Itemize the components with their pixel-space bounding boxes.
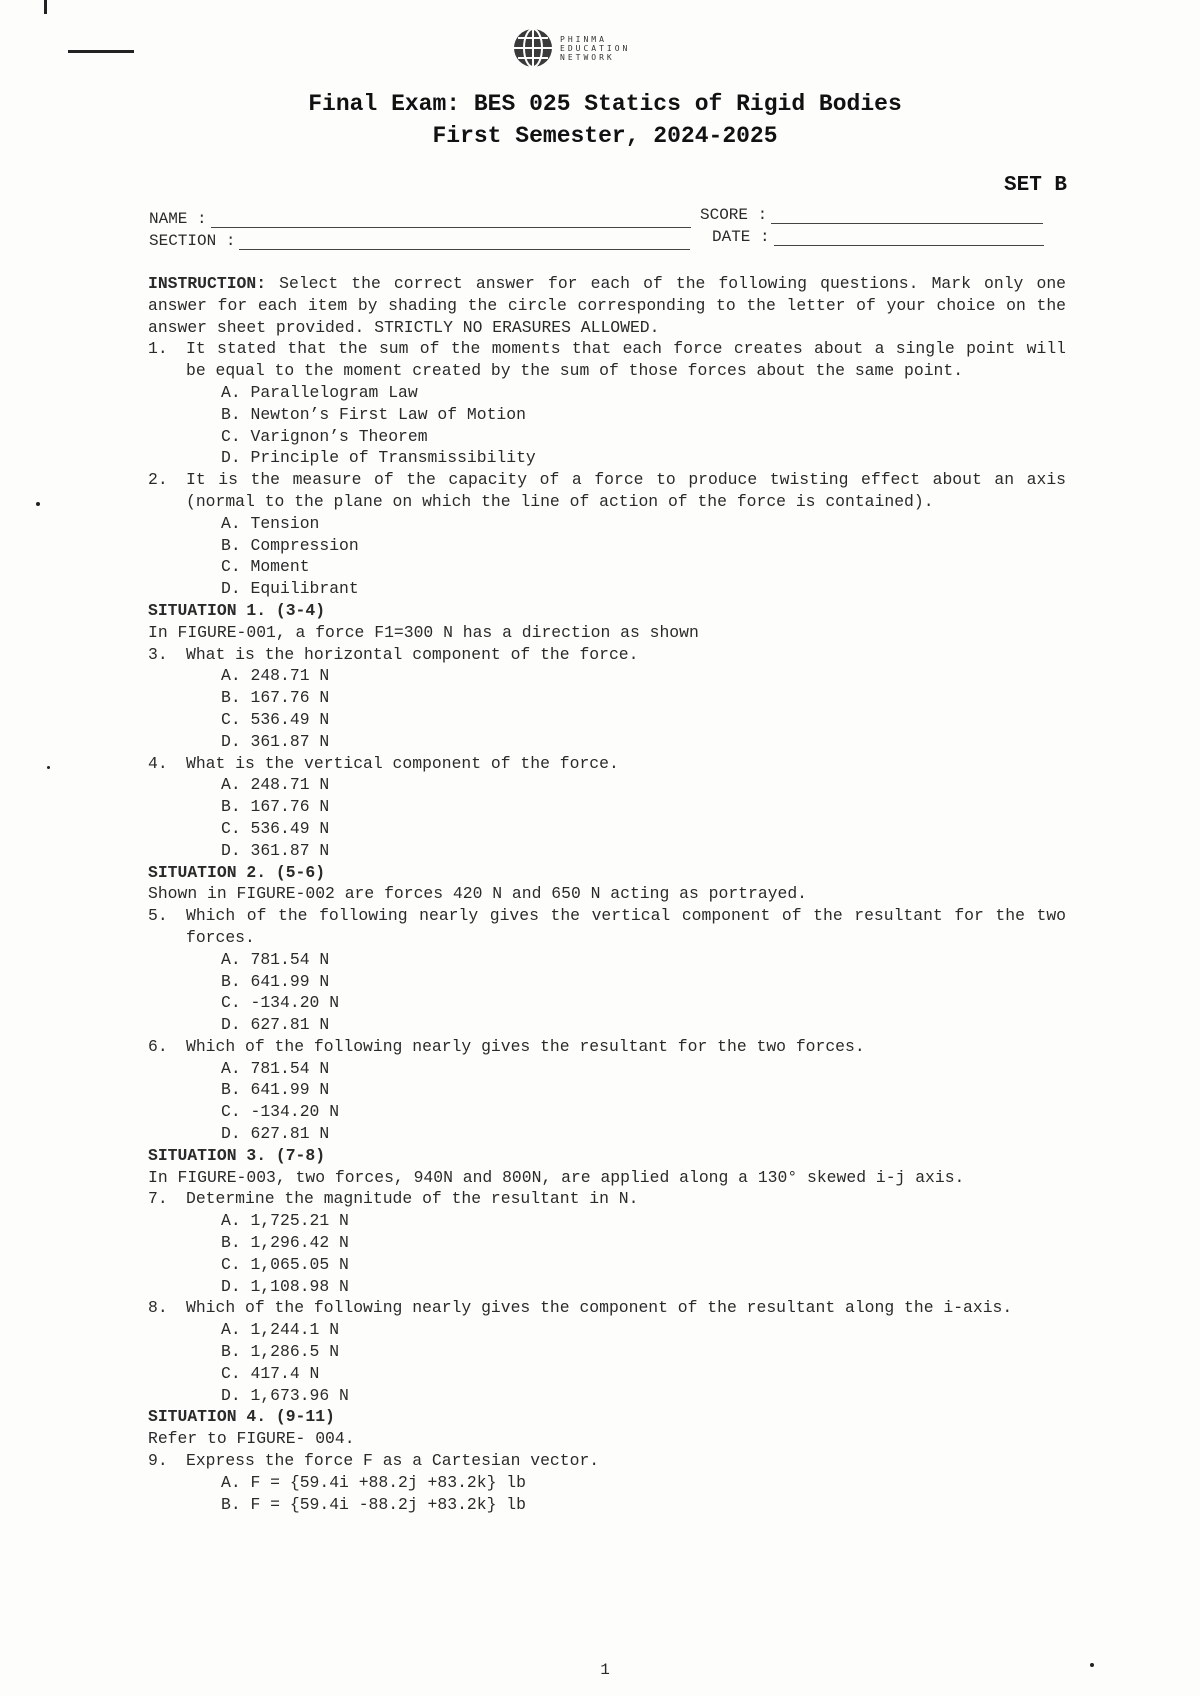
question-number: 3.	[148, 644, 168, 664]
phinma-logo	[512, 26, 630, 70]
scan-dot	[47, 766, 50, 769]
question-text: Which of the following nearly gives the component of the resultant along the i-axis.	[186, 1298, 1013, 1318]
question-number: 6.	[148, 1036, 168, 1056]
option: B. Newton’s First Law of Motion	[221, 404, 526, 424]
option: A. Tension	[221, 513, 320, 533]
option: B. 167.76 N	[221, 797, 330, 817]
exam-content	[148, 273, 1066, 1515]
instruction	[148, 273, 1066, 338]
score-field[interactable]	[700, 206, 1043, 224]
option: C. -134.20 N	[221, 993, 340, 1013]
situation-2-desc: Shown in FIGURE-002 are forces 420 N and 650 N acting as portrayed.	[148, 884, 808, 904]
situation-2-title: SITUATION 2. (5-6)	[148, 862, 326, 882]
option: D. 1,673.96 N	[221, 1385, 349, 1405]
question-number: 9.	[148, 1451, 168, 1471]
question-number: 4.	[148, 753, 168, 773]
question-text: Which of the following nearly gives the resultant for the two forces.	[186, 1036, 865, 1056]
logo-word-3: NETWORK	[560, 52, 615, 62]
date-blank[interactable]	[774, 229, 1044, 246]
question-6	[148, 1036, 1066, 1058]
situation-3-desc: In FIGURE-003, two forces, 940N and 800N, are applied along a 130° skewed i-j axis.	[148, 1167, 965, 1187]
question-text: What is the horizontal component of the force.	[186, 644, 639, 664]
question-number: 5.	[148, 906, 168, 926]
option: D. Equilibrant	[221, 579, 359, 599]
exam-title	[0, 88, 1200, 152]
exam-title-line2: First Semester, 2024-2025	[432, 123, 778, 149]
option: D. 627.81 N	[221, 1015, 330, 1035]
score-label: SCORE :	[700, 206, 768, 224]
option: A. F = {59.4i +88.2j +83.2k} lb	[221, 1472, 526, 1492]
option: B. 1,296.42 N	[221, 1233, 349, 1253]
page-number: 1	[600, 1661, 610, 1679]
question-8	[148, 1297, 1066, 1319]
question-number: 7.	[148, 1189, 168, 1209]
option: D. 361.87 N	[221, 731, 330, 751]
question-number: 1.	[148, 339, 168, 359]
option: B. F = {59.4i -88.2j +83.2k} lb	[221, 1494, 526, 1514]
section-blank[interactable]	[239, 233, 690, 250]
question-text: Express the force F as a Cartesian vector.	[186, 1451, 600, 1471]
option: A. Parallelogram Law	[221, 382, 418, 402]
question-text: Which of the following nearly gives the vertical component of the resultant for the two forces.	[186, 906, 1066, 947]
score-blank[interactable]	[771, 207, 1043, 224]
option: A. 781.54 N	[221, 1058, 330, 1078]
scan-dot	[36, 502, 40, 506]
instruction-text: Select the correct answer for each of the following questions. Mark only one answer for each item by shading the circle corresponding to the letter of your choice on the answer sheet provided. STRICTLY NO ERASURES ALLOWED.	[148, 274, 1066, 337]
option: A. 1,244.1 N	[221, 1320, 340, 1340]
set-label: SET B	[1003, 174, 1067, 197]
option: B. 641.99 N	[221, 971, 330, 991]
option: D. Principle of Transmissibility	[221, 448, 536, 468]
section-label: SECTION :	[149, 232, 236, 250]
option: C. -134.20 N	[221, 1102, 340, 1122]
question-number: 8.	[148, 1298, 168, 1318]
scan-mark-corner	[44, 0, 47, 14]
question-9	[148, 1450, 1066, 1472]
logo-word-2: EDUCATION	[560, 43, 631, 53]
question-1	[148, 338, 1066, 382]
date-label: DATE :	[712, 228, 770, 246]
option: B. 1,286.5 N	[221, 1342, 340, 1362]
option: C. Varignon’s Theorem	[221, 426, 428, 446]
option: C. Moment	[221, 557, 310, 577]
option: A. 248.71 N	[221, 775, 330, 795]
name-field[interactable]	[149, 210, 691, 228]
option: C. 417.4 N	[221, 1363, 320, 1383]
name-blank[interactable]	[211, 211, 691, 228]
question-number: 2.	[148, 470, 168, 490]
name-label: NAME :	[149, 210, 207, 228]
question-3	[148, 644, 1066, 666]
section-field[interactable]	[149, 232, 690, 250]
situation-1-desc: In FIGURE-001, a force F1=300 N has a direction as shown	[148, 622, 699, 642]
question-2	[148, 469, 1066, 513]
option: B. 641.99 N	[221, 1080, 330, 1100]
option: C. 536.49 N	[221, 709, 330, 729]
option: B. 167.76 N	[221, 688, 330, 708]
option: A. 1,725.21 N	[221, 1211, 349, 1231]
globe-icon	[512, 26, 554, 70]
option: C. 536.49 N	[221, 818, 330, 838]
option: A. 248.71 N	[221, 666, 330, 686]
option: D. 627.81 N	[221, 1124, 330, 1144]
question-text: What is the vertical component of the force.	[186, 753, 619, 773]
situation-1-title: SITUATION 1. (3-4)	[148, 600, 326, 620]
instruction-label: INSTRUCTION:	[148, 274, 267, 293]
question-text: It is the measure of the capacity of a force to produce twisting effect about an axis (normal to the plane on which the line of action of the force is contained).	[186, 470, 1066, 511]
question-text: It stated that the sum of the moments that each force creates about a single point will be equal to the moment created by the sum of those forces about the same point.	[186, 339, 1066, 381]
logo-word-1: PHINMA	[560, 34, 607, 44]
option: C. 1,065.05 N	[221, 1254, 349, 1274]
scan-mark-dash	[68, 50, 134, 53]
exam-title-line1: Final Exam: BES 025 Statics of Rigid Bodies	[308, 91, 902, 117]
option: D. 361.87 N	[221, 840, 330, 860]
question-4	[148, 753, 1066, 775]
option: A. 781.54 N	[221, 949, 330, 969]
date-field[interactable]	[712, 228, 1044, 246]
option: B. Compression	[221, 535, 359, 555]
option: D. 1,108.98 N	[221, 1276, 349, 1296]
question-5	[148, 905, 1066, 949]
situation-4-title: SITUATION 4. (9-11)	[148, 1407, 335, 1427]
situation-4-desc: Refer to FIGURE- 004.	[148, 1429, 355, 1449]
situation-3-title: SITUATION 3. (7-8)	[148, 1145, 326, 1165]
question-7	[148, 1188, 1066, 1210]
logo-text	[560, 35, 630, 62]
question-text: Determine the magnitude of the resultant in N.	[186, 1189, 639, 1209]
